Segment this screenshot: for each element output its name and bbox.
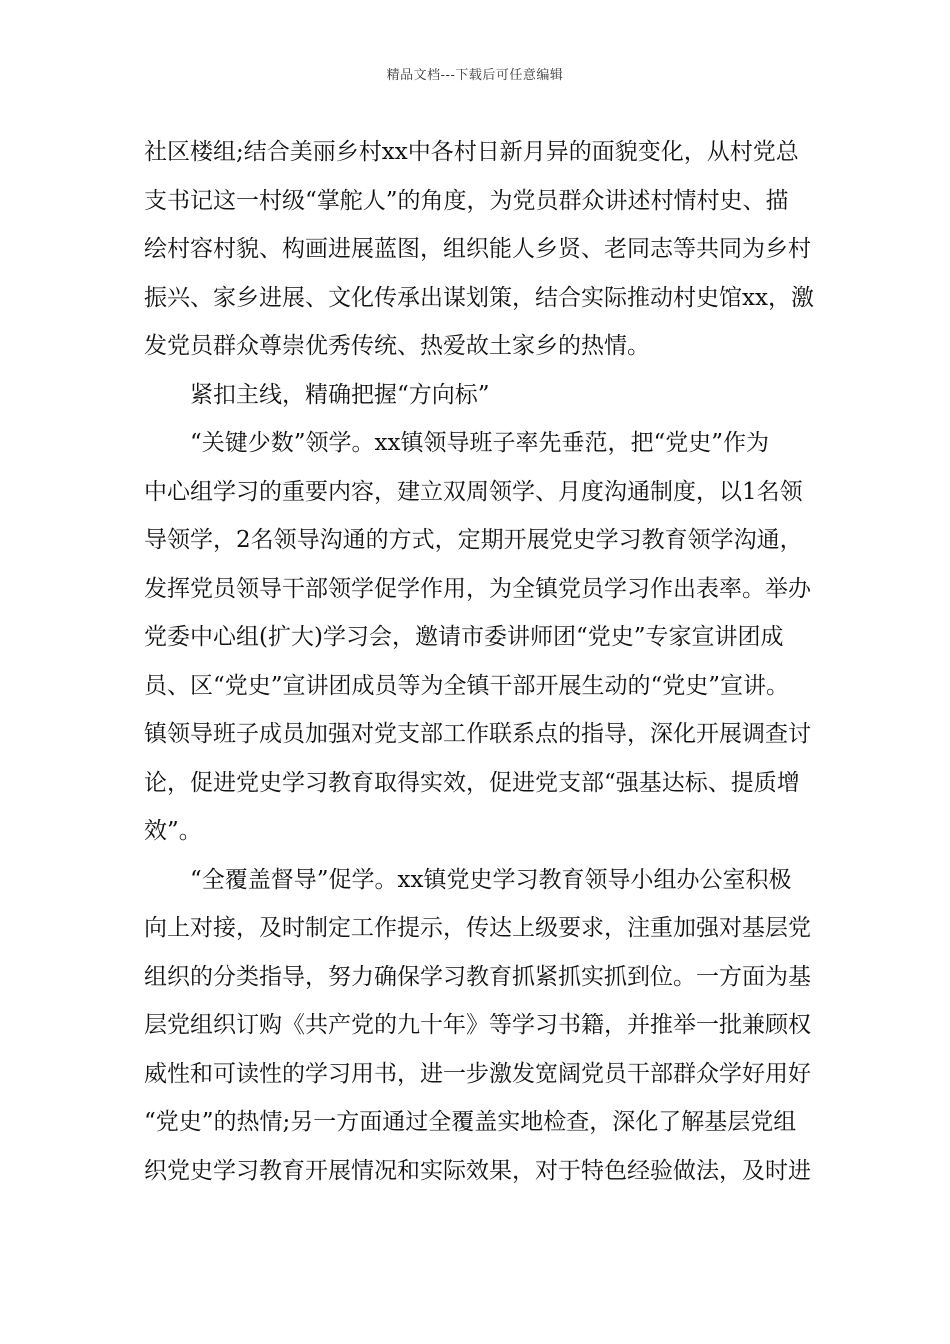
paragraph-line: 员、区“党史”宣讲团成员等为全镇干部开展生动的“党史”宣讲。 [144,672,790,699]
paragraph-4 [144,856,820,1196]
document-body [144,128,820,1195]
paragraph-line: 振兴、家乡进展、文化传承出谋划策，结合实际推动村史馆xx，激 [144,284,814,311]
paragraph-line: 论，促进党史学习教育取得实效，促进党支部“强基达标、提质增 [144,769,800,796]
paragraph-line: 绘村容村貌、构画进展蓝图，组织能人乡贤、老同志等共同为乡村 [144,236,811,262]
paragraph-line: “全覆盖督导”促学。xx镇党史学习教育领导小组办公室积极 [190,866,792,893]
paragraph-line: 党委中心组(扩大)学习会，邀请市委讲师团“党史”专家宣讲团成 [144,624,784,650]
paragraph-3 [144,419,820,856]
paragraph-line: 效”。 [144,818,202,844]
paragraph-line: 中心组学习的重要内容，建立双周领学、月度沟通制度，以1名领 [144,478,803,505]
paragraph-line: 组织的分类指导，努力确保学习教育抓紧抓实抓到位。一方面为基 [144,963,811,990]
heading-line: 紧扣主线，精确把握“方向标” [190,381,490,408]
page-header: 精品文档---下载后可任意编辑 [386,68,564,83]
paragraph-line: 镇领导班子成员加强对党支部工作联系点的指导，深化开展调查讨 [144,721,811,747]
paragraph-line: 发挥党员领导干部领学促学作用，为全镇党员学习作出表率。举办 [144,575,811,602]
paragraph-line: 导领学，2名领导沟通的方式，定期开展党史学习教育领学沟通， [144,527,803,553]
paragraph-line: 发党员群众尊崇优秀传统、热爱故土家乡的热情。 [144,333,650,359]
paragraph-line: 织党史学习教育开展情况和实际效果，对于特色经验做法，及时进 [144,1157,811,1184]
paragraph-line: 层党组织订购《共产党的九十年》等学习书籍，并推举一批兼顾权 [144,1012,811,1038]
paragraph-line: “党史”的热情;另一方面通过全覆盖实地检查，深化了解基层党组 [144,1109,797,1135]
paragraph-1 [144,128,820,371]
section-heading [144,371,820,420]
paragraph-line: 社区楼组;结合美丽乡村xx中各村日新月异的面貌变化，从村党总 [144,139,799,165]
paragraph-line: 威性和可读性的学习用书，进一步激发宽阔党员干部群众学好用好 [144,1060,811,1087]
paragraph-line: 向上对接，及时制定工作提示，传达上级要求，注重加强对基层党 [144,915,811,941]
paragraph-line: 支书记这一村级“掌舵人”的角度，为党员群众讲述村情村史、描 [144,187,789,214]
paragraph-line: “关键少数”领学。xx镇领导班子率先垂范，把“党史”作为 [190,430,769,456]
